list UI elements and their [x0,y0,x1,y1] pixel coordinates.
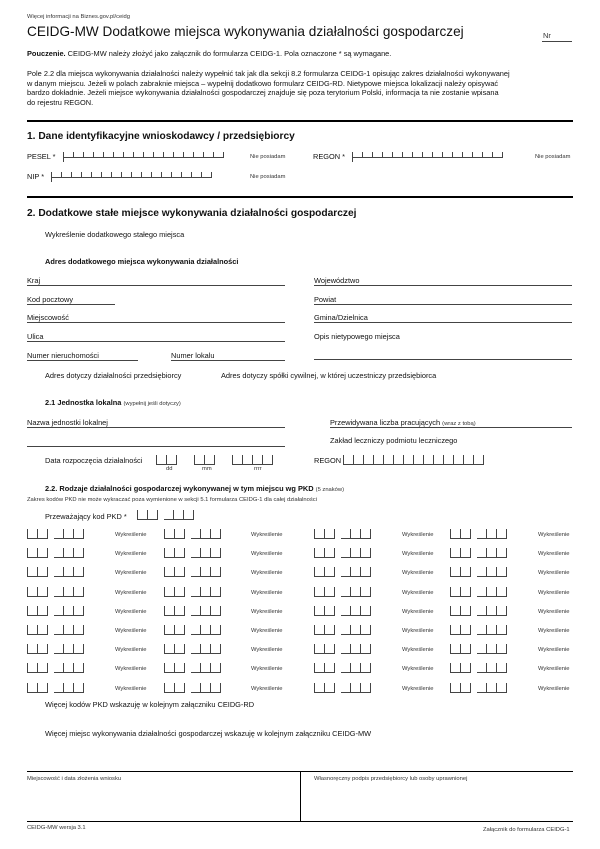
kod-pocztowy-label: Kod pocztowy [27,295,74,304]
regon-jednostki-label: REGON [314,456,342,465]
pkd-code-input[interactable] [450,567,507,577]
wojewodztwo-label: Województwo [314,276,360,285]
version-label: CEIDG-MW wersja 3.1 [27,825,86,831]
nr-field[interactable] [542,41,572,42]
section21-title: 2.1 Jednostka lokalna (wypełnij jeśli dotyczy) [45,398,181,407]
pkd-wykreslenie-checkbox[interactable]: Wykreślenie [538,551,570,558]
pkd-wykreslenie-checkbox[interactable]: Wykreślenie [115,647,147,654]
pkd-wykreslenie-checkbox[interactable]: Wykreślenie [402,666,434,673]
adres-przedsiebiorcy-radio[interactable]: Adres dotyczy działalności przedsiębiorcy [45,371,182,380]
pkd-code-input[interactable] [27,587,84,597]
pkd-code-input[interactable] [314,567,371,577]
pkd-wykreslenie-checkbox[interactable]: Wykreślenie [251,551,283,558]
pkd-wykreslenie-checkbox[interactable]: Wykreślenie [251,647,283,654]
signature-label: Własnoręczny podpis przedsiębiorcy lub osoby uprawnionej [314,776,468,782]
place-date-label: Miejscowość i data złożenia wniosku [27,776,122,782]
data-mm-input[interactable] [194,455,215,465]
pesel-input[interactable] [63,152,224,162]
opis-label: Opis nietypowego miejsca [314,332,400,341]
pkd-code-input[interactable] [450,587,507,597]
pkd-wykreslenie-checkbox[interactable]: Wykreślenie [115,628,147,634]
nr-label: Nr [543,31,551,40]
liczba-pracujacych-label: Przewidywana liczba pracujących (wraz z tobą) [330,418,476,427]
opis-input[interactable] [314,359,572,360]
pkd-wykreslenie-checkbox[interactable]: Wykreślenie [115,570,147,577]
pkd-code-input[interactable] [164,625,221,635]
pkd-wykreslenie-checkbox[interactable]: Wykreślenie [251,570,283,577]
pkd-wykreslenie-checkbox[interactable]: Wykreślenie [251,532,283,538]
przewazajacy-pkd-input[interactable] [137,510,194,520]
pkd-code-input[interactable] [27,625,84,635]
pkd-wykreslenie-checkbox[interactable]: Wykreślenie [115,551,147,558]
pkd-wykreslenie-checkbox[interactable]: Wykreślenie [402,685,434,692]
pkd-code-input[interactable] [314,606,371,616]
pkd-wykreslenie-checkbox[interactable]: Wykreślenie [251,666,283,673]
pkd-wykreslenie-checkbox[interactable]: Wykreślenie [402,608,434,615]
pkd-code-input[interactable] [27,529,84,539]
pkd-code-input[interactable] [164,606,221,616]
rrrr-hint: rrrr [254,466,262,472]
pkd-wykreslenie-checkbox[interactable]: Wykreślenie [402,628,434,634]
page-title: CEIDG-MW Dodatkowe miejsca wykonywania działalności gospodarczej [27,24,464,39]
pkd-wykreslenie-checkbox[interactable]: Wykreślenie [251,589,283,596]
pkd-code-input[interactable] [27,644,84,654]
pkd-wykreslenie-checkbox[interactable]: Wykreślenie [402,551,434,558]
pkd-code-input[interactable] [27,567,84,577]
address-heading: Adres dodatkowego miejsca wykonywania działalności [45,257,239,266]
nip-nie-posiadam[interactable]: Nie posiadam [250,174,286,180]
powiat-label: Powiat [314,295,337,304]
pkd-code-input[interactable] [164,548,221,558]
ulica-input[interactable] [27,341,285,342]
wojewodztwo-input[interactable] [314,285,572,286]
pkd-code-input[interactable] [164,529,221,539]
pkd-code-input[interactable] [27,663,84,673]
regon-input[interactable] [352,152,503,162]
info-link[interactable]: Więcej informacji na Biznes.gov.pl/ceidg [27,14,130,20]
pkd-wykreslenie-checkbox[interactable]: Wykreślenie [538,647,570,654]
pkd-code-input[interactable] [314,587,371,597]
pkd-code-input[interactable] [164,644,221,654]
pkd-code-input[interactable] [164,663,221,673]
pkd-wykreslenie-checkbox[interactable]: Wykreślenie [115,685,147,692]
pkd-code-input[interactable] [314,644,371,654]
pkd-code-input[interactable] [164,587,221,597]
pkd-wykreslenie-checkbox[interactable]: Wykreślenie [402,589,434,596]
section22-title: 2.2. Rodzaje działalności gospodarczej wykonywanej w tym miejscu wg PKD (5 znaków) [45,484,345,493]
pkd-wykreslenie-checkbox[interactable]: Wykreślenie [538,570,570,577]
adres-spolki-radio[interactable]: Adres dotyczy spółki cywilnej, w której uczestniczy przedsiębiorca [221,371,437,380]
pkd-wykreslenie-checkbox[interactable]: Wykreślenie [538,532,570,538]
divider [300,771,301,821]
pkd-wykreslenie-checkbox[interactable]: Wykreślenie [251,608,283,615]
pkd-code-input[interactable] [450,644,507,654]
divider [27,821,573,822]
pouczenie: Pouczenie. CEIDG-MW należy złożyć jako załącznik do formularza CEIDG-1. Pola oznaczone * są wymagane. [27,49,392,58]
nazwa-jednostki-label: Nazwa jednostki lokalnej [27,418,108,427]
gmina-input[interactable] [314,322,572,323]
ulica-label: Ulica [27,332,44,341]
pesel-label: PESEL * [27,152,56,161]
pkd-code-input[interactable] [450,683,507,693]
pkd-wykreslenie-checkbox[interactable]: Wykreślenie [538,628,570,634]
zaklad-leczniczy-checkbox[interactable]: Zakład leczniczy podmiotu leczniczego [330,436,458,445]
divider [27,120,573,122]
attachment-label: Załącznik do formularza CEIDG-1 [483,827,570,833]
regon-nie-posiadam[interactable]: Nie posiadam [535,154,571,160]
nazwa-jednostki-input-2[interactable] [27,446,285,447]
section22-note: Zakres kodów PKD nie może wykraczać poza wymienione w sekcji 5.1 formularza CEIDG-1 dla całej działalności [27,497,317,503]
pkd-wykreslenie-checkbox[interactable]: Wykreślenie [538,589,570,596]
nip-label: NIP * [27,172,45,181]
kraj-input[interactable] [27,285,285,286]
pkd-code-input[interactable] [450,606,507,616]
nr-lokalu-input[interactable] [171,360,285,361]
pkd-code-input[interactable] [164,683,221,693]
pkd-wykreslenie-checkbox[interactable]: Wykreślenie [115,532,147,538]
section1-title: 1. Dane identyfikacyjne wnioskodawcy / przedsiębiorcy [27,131,295,142]
data-rrrr-input[interactable] [232,455,273,465]
pkd-code-input[interactable] [27,683,84,693]
intro-paragraph: Pole 2.2 dla miejsca wykonywania działalności należy wypełnić tak jak dla sekcji 8.2 formularza CEIDG-1 opisując zakres działalności wykonywanej w danym miejscu. Jeżeli w polach zabraknie miejsca – wypełnij dodatkowo formularz CEIDG-RD. Nietypowe miejsca lokalizacji należy opisywać bardzo dokładnie. Jeżeli miejsce wykonywania działalności gospodarczej znajduje się poza terytorium Polski, informacja ta nie zostanie wpisana do rejestru REGON. [27,69,510,107]
miejscowosc-input[interactable] [27,322,285,323]
pkd-code-input[interactable] [314,625,371,635]
dd-hint: dd [166,466,173,472]
miejscowosc-label: Miejscowość [27,313,69,322]
pkd-wykreslenie-checkbox[interactable]: Wykreślenie [115,666,147,673]
nr-nieruchomosci-label: Numer nieruchomości [27,351,99,360]
section2-title: 2. Dodatkowe stałe miejsce wykonywania działalności gospodarczej [27,208,357,219]
pkd-wykreslenie-checkbox[interactable]: Wykreślenie [538,685,570,692]
pkd-wykreslenie-checkbox[interactable]: Wykreślenie [402,532,434,538]
liczba-pracujacych-input[interactable] [330,427,572,428]
pkd-code-input[interactable] [450,548,507,558]
pkd-wykreslenie-checkbox[interactable]: Wykreślenie [538,608,570,615]
nazwa-jednostki-input[interactable] [27,427,285,428]
pkd-code-input[interactable] [314,529,371,539]
data-dd-input[interactable] [156,455,177,465]
kod-pocztowy-input[interactable] [27,304,115,305]
pkd-code-input[interactable] [27,606,84,616]
pkd-wykreslenie-checkbox[interactable]: Wykreślenie [402,570,434,577]
gmina-label: Gmina/Dzielnica [314,313,368,322]
kraj-label: Kraj [27,276,41,285]
nr-nieruchomosci-input[interactable] [27,360,138,361]
pkd-code-input[interactable] [314,663,371,673]
divider [27,196,573,198]
pkd-wykreslenie-checkbox[interactable]: Wykreślenie [115,608,147,615]
pkd-code-input[interactable] [450,625,507,635]
data-rozpoczecia-label: Data rozpoczęcia działalności [45,456,143,465]
pkd-wykreslenie-checkbox[interactable]: Wykreślenie [251,685,283,692]
powiat-input[interactable] [314,304,572,305]
regon-label: REGON * [313,152,346,161]
pkd-code-input[interactable] [450,663,507,673]
wiecej-kodow-checkbox[interactable]: Więcej kodów PKD wskazuję w kolejnym załączniku CEIDG-RD [45,700,255,709]
nr-lokalu-label: Numer lokalu [171,351,215,360]
mm-hint: mm [202,466,212,472]
pesel-nie-posiadam[interactable]: Nie posiadam [250,154,286,160]
pkd-wykreslenie-checkbox[interactable]: Wykreślenie [115,589,147,596]
pkd-wykreslenie-checkbox[interactable]: Wykreślenie [538,666,570,673]
przewazajacy-pkd-label: Przeważający kod PKD * [45,512,127,521]
pkd-wykreslenie-checkbox[interactable]: Wykreślenie [402,647,434,654]
pkd-wykreslenie-checkbox[interactable]: Wykreślenie [251,628,283,634]
pkd-code-input[interactable] [314,548,371,558]
wykreslenie-miejsca-checkbox[interactable]: Wykreślenie dodatkowego stałego miejsca [45,230,185,239]
regon-jednostki-input[interactable] [343,455,484,465]
pkd-code-input[interactable] [450,529,507,539]
nip-input[interactable] [51,172,212,182]
pkd-code-input[interactable] [314,683,371,693]
pkd-code-input[interactable] [164,567,221,577]
wiecej-miejsc-checkbox[interactable]: Więcej miejsc wykonywania działalności gospodarczej wskazuję w kolejnym załączniku CEIDG-MW [45,729,372,738]
pkd-code-input[interactable] [27,548,84,558]
